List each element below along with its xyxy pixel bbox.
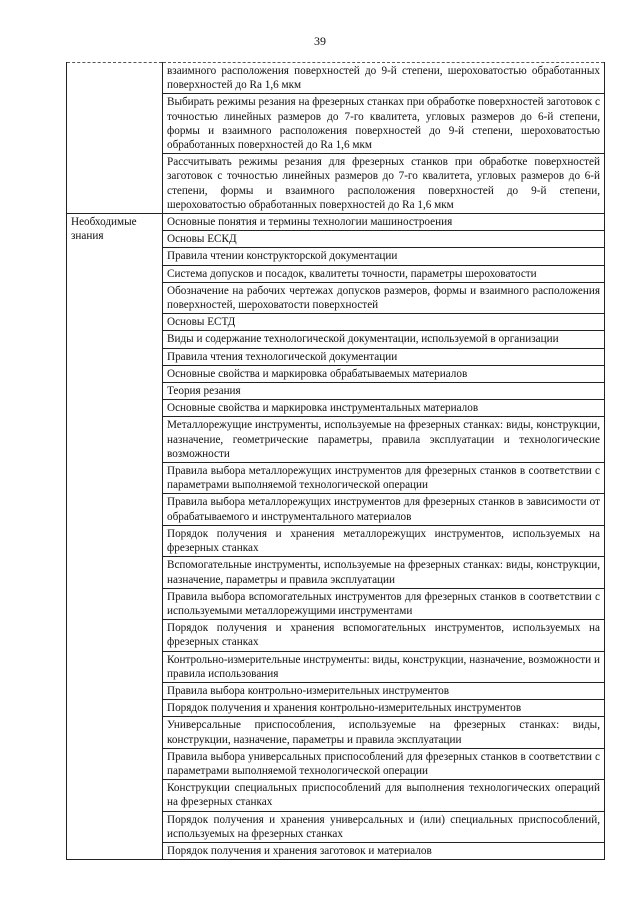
table-cell-item: Основы ЕСКД <box>163 231 605 248</box>
table-cell-item: Правила выбора универсальных приспособлений для фрезерных станков в соответствии с параметрами выполняемой технологической операции <box>163 748 605 779</box>
table-cell-item: Обозначение на рабочих чертежах допусков размеров, формы и взаимного расположения поверхностей, шероховатости поверхностей <box>163 282 605 313</box>
requirements-table <box>66 62 605 860</box>
table-cell-item: Основные свойства и маркировка инструментальных материалов <box>163 400 605 417</box>
table-cell-item: Выбирать режимы резания на фрезерных станках при обработке поверхностей заготовок с точностью линейных размеров до 7-го квалитета, угловых размеров до 6-й степени, формы и взаимного расположения поверхностей до 9-й степени, шероховатостью обработанных поверхностей до Ra 1,6 мкм <box>163 94 605 154</box>
table-cell-item: Вспомогательные инструменты, используемые на фрезерных станках: виды, конструкции, назначение, параметры и правила эксплуатации <box>163 557 605 588</box>
table-cell-item: взаимного расположения поверхностей до 9-й степени, шероховатостью обработанных поверхностей до Ra 1,6 мкм <box>163 63 605 94</box>
table-cell-item: Основные свойства и маркировка обрабатываемых материалов <box>163 365 605 382</box>
table-cell-item: Правила выбора металлорежущих инструментов для фрезерных станков в зависимости от обрабатываемого и инструментального материалов <box>163 494 605 525</box>
table-cell-item: Универсальные приспособления, используемые на фрезерных станках: виды, конструкции, назначение, параметры и правила эксплуатации <box>163 717 605 748</box>
table-cell-item: Порядок получения и хранения универсальных и (или) специальных приспособлений, используемых на фрезерных станках <box>163 811 605 842</box>
table-cell-item: Порядок получения и хранения вспомогательных инструментов, используемых на фрезерных станках <box>163 620 605 651</box>
table-cell-item: Правила выбора металлорежущих инструментов для фрезерных станков в соответствии с параметрами выполняемой технологической операции <box>163 463 605 494</box>
table-row <box>67 214 605 231</box>
table-cell-item: Конструкции специальных приспособлений для выполнения технологических операций на фрезерных станках <box>163 780 605 811</box>
table-cell-item: Порядок получения и хранения заготовок и материалов <box>163 842 605 859</box>
table-cell-item: Основы ЕСТД <box>163 314 605 331</box>
page-number: 39 <box>314 34 326 48</box>
table-cell-item: Правила выбора вспомогательных инструментов для фрезерных станков в соответствии с используемыми металлорежущими инструментами <box>163 588 605 619</box>
table-cell-item: Порядок получения и хранения металлорежущих инструментов, используемых на фрезерных станках <box>163 525 605 556</box>
table-cell-item: Рассчитывать режимы резания для фрезерных станков при обработке поверхностей заготовок с точностью линейных размеров до 7-го квалитета, угловых размеров до 6-й степени, формы и взаимного расположения поверхностей до 9-й степени, шероховатостью обработанных поверхностей до Ra 1,6 мкм <box>163 154 605 214</box>
category-cell-skills <box>67 63 163 214</box>
table-cell-item: Металлорежущие инструменты, используемые на фрезерных станках: виды, конструкции, назначение, геометрические параметры, правила эксплуатации и технологические возможности <box>163 417 605 463</box>
table-row <box>67 63 605 94</box>
table-cell-item: Правила чтении конструкторской документации <box>163 248 605 265</box>
table-cell-item: Правила чтения технологической документации <box>163 348 605 365</box>
table-cell-item: Основные понятия и термины технологии машиностроения <box>163 214 605 231</box>
category-cell-knowledge: Необходимые знания <box>67 214 163 860</box>
table-cell-item: Виды и содержание технологической документации, используемой в организации <box>163 331 605 348</box>
table-cell-item: Контрольно-измерительные инструменты: виды, конструкции, назначение, возможности и правила использования <box>163 651 605 682</box>
requirements-table-body <box>67 63 605 860</box>
table-cell-item: Правила выбора контрольно-измерительных инструментов <box>163 682 605 699</box>
table-cell-item: Теория резания <box>163 383 605 400</box>
table-cell-item: Система допусков и посадок, квалитеты точности, параметры шероховатости <box>163 265 605 282</box>
table-cell-item: Порядок получения и хранения контрольно-измерительных инструментов <box>163 700 605 717</box>
